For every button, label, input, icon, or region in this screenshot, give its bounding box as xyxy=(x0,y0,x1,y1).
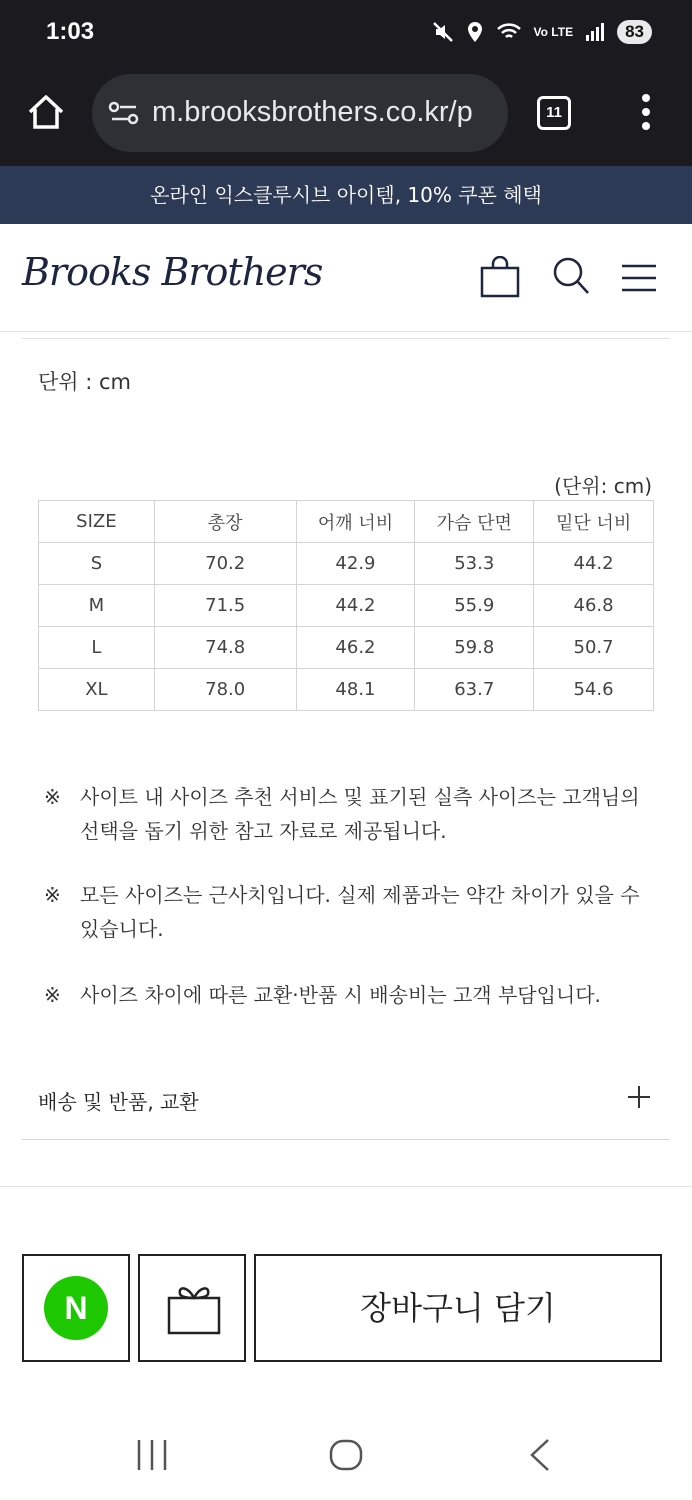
table-cell: 54.6 xyxy=(534,669,654,711)
note-mark: ※ xyxy=(44,983,61,1007)
system-nav-bar xyxy=(0,1410,692,1500)
table-cell: 78.0 xyxy=(154,669,296,711)
shipping-returns-accordion[interactable] xyxy=(22,1070,670,1140)
size-note xyxy=(44,780,660,848)
table-cell: M xyxy=(39,585,155,627)
table-cell: L xyxy=(39,627,155,669)
table-cell: 74.8 xyxy=(154,627,296,669)
table-cell: S xyxy=(39,543,155,585)
table-cell: 50.7 xyxy=(534,627,654,669)
add-to-cart-button[interactable] xyxy=(254,1254,662,1362)
size-note xyxy=(44,978,660,1012)
column-header: SIZE xyxy=(39,501,155,543)
size-note xyxy=(44,878,660,946)
status-icons xyxy=(432,20,652,44)
search-icon[interactable] xyxy=(552,256,590,296)
back-nav-icon[interactable] xyxy=(528,1438,552,1472)
plus-icon[interactable] xyxy=(628,1086,650,1108)
table-unit-label: (단위: cm) xyxy=(554,474,652,498)
table-cell: 53.3 xyxy=(415,543,534,585)
mute-icon xyxy=(432,21,454,43)
gift-button[interactable] xyxy=(138,1254,246,1362)
divider xyxy=(0,1186,692,1187)
status-bar xyxy=(0,0,692,70)
browser-toolbar xyxy=(0,70,692,166)
gift-icon xyxy=(166,1282,222,1336)
table-cell: XL xyxy=(39,669,155,711)
note-mark: ※ xyxy=(44,883,61,907)
table-cell: 44.2 xyxy=(296,585,415,627)
brand-logo[interactable]: Brooks Brothers xyxy=(22,250,323,294)
home-icon[interactable] xyxy=(26,92,66,132)
divider xyxy=(22,338,670,339)
note-mark: ※ xyxy=(44,785,61,809)
table-cell: 55.9 xyxy=(415,585,534,627)
table-row xyxy=(39,627,654,669)
accordion-label: 배송 및 반품, 교환 xyxy=(38,1090,199,1114)
table-cell: 71.5 xyxy=(154,585,296,627)
table-cell: 44.2 xyxy=(534,543,654,585)
table-cell: 63.7 xyxy=(415,669,534,711)
column-header: 어깨 너비 xyxy=(296,501,415,543)
battery-level: 83 xyxy=(617,20,652,44)
table-cell: 42.9 xyxy=(296,543,415,585)
browser-menu-icon[interactable] xyxy=(638,94,654,134)
note-text: 사이즈 차이에 따른 교환·반품 시 배송비는 고객 부담입니다. xyxy=(80,983,601,1007)
note-text: 사이트 내 사이즈 추천 서비스 및 표기된 실측 사이즈는 고객님의 선택을 돕기 위한 참고 자료로 제공됩니다. xyxy=(80,785,640,843)
table-row xyxy=(39,543,654,585)
add-to-cart-label: 장바구니 담기 xyxy=(360,1289,556,1327)
recent-apps-icon[interactable] xyxy=(136,1438,168,1472)
url-text: m.brooksbrothers.co.kr/p xyxy=(152,96,473,128)
table-cell: 48.1 xyxy=(296,669,415,711)
size-table xyxy=(38,500,654,711)
column-header: 총장 xyxy=(154,501,296,543)
column-header: 밑단 너비 xyxy=(534,501,654,543)
table-header-row xyxy=(39,501,654,543)
table-cell: 70.2 xyxy=(154,543,296,585)
home-nav-icon[interactable] xyxy=(328,1438,364,1472)
url-bar[interactable] xyxy=(92,74,508,152)
column-header: 가슴 단면 xyxy=(415,501,534,543)
network-type: Vo LTE xyxy=(533,25,574,39)
status-time: 1:03 xyxy=(46,18,95,45)
note-text: 모든 사이즈는 근사치입니다. 실제 제품과는 약간 차이가 있을 수 있습니다. xyxy=(80,883,640,941)
hamburger-menu-icon[interactable] xyxy=(622,264,656,292)
tab-switcher-button[interactable]: 11 xyxy=(537,96,571,130)
promo-banner[interactable]: 온라인 익스클루시브 아이템, 10% 쿠폰 혜택 xyxy=(0,166,692,224)
site-settings-icon[interactable] xyxy=(108,100,140,126)
table-row xyxy=(39,585,654,627)
wifi-icon xyxy=(496,21,522,43)
table-cell: 46.8 xyxy=(534,585,654,627)
table-cell: 46.2 xyxy=(296,627,415,669)
location-icon xyxy=(466,21,484,43)
naver-pay-button[interactable] xyxy=(22,1254,130,1362)
shopping-bag-icon[interactable] xyxy=(480,256,520,298)
unit-label: 단위 : cm xyxy=(38,370,132,394)
site-header xyxy=(0,224,692,332)
naver-icon: N xyxy=(44,1276,108,1340)
table-row xyxy=(39,669,654,711)
signal-icon xyxy=(585,22,605,42)
table-cell: 59.8 xyxy=(415,627,534,669)
